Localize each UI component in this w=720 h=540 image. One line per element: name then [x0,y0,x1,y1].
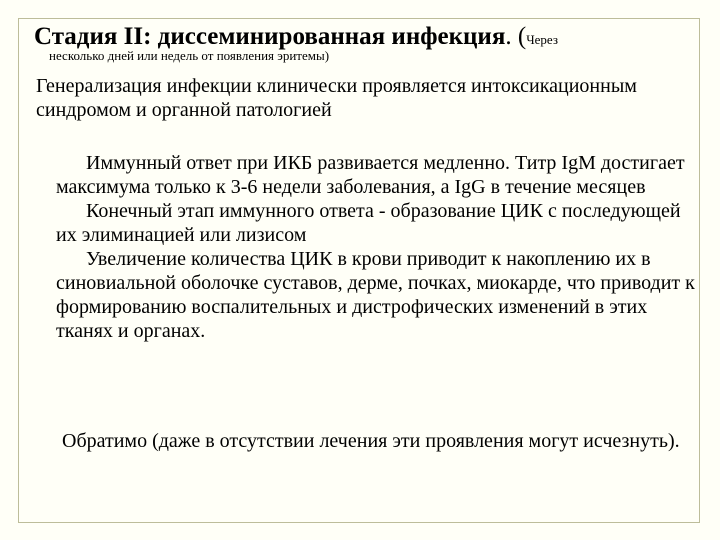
paragraph-cic-accumulation: Увеличение количества ЦИК в крови приводит к накоплению их в синовиальной оболочке суставов, дерме, почках, миокарде, что приводит к формированию воспалительных и дистрофических изменений в этих тканях и органах. [56,248,695,342]
paragraph-cic-formation: Конечный этап иммунного ответа - образование ЦИК с последующей их элиминацией или лизисом [56,200,681,246]
title-small-text: Через [526,32,558,47]
title-bold-text: Стадия II: диссеминированная инфекция [34,23,506,50]
immune-response-block [56,151,696,343]
title-continuation: несколько дней или недель от появления эритемы) [49,48,330,63]
paragraph-immune-response: Иммунный ответ при ИКБ развивается медленно. Титр IgM достигает максимума только к 3-6 недели заболевания, а IgG в течение месяцев [56,152,685,198]
title-punctuation: . ( [505,23,527,50]
paragraph-generalization: Генерализация инфекции клинически проявляется интоксикационным синдромом и органной патологией [36,75,637,121]
paragraph-reversibility: Обратимо (даже в отсутствии лечения эти проявления могут исчезнуть). [62,430,680,452]
